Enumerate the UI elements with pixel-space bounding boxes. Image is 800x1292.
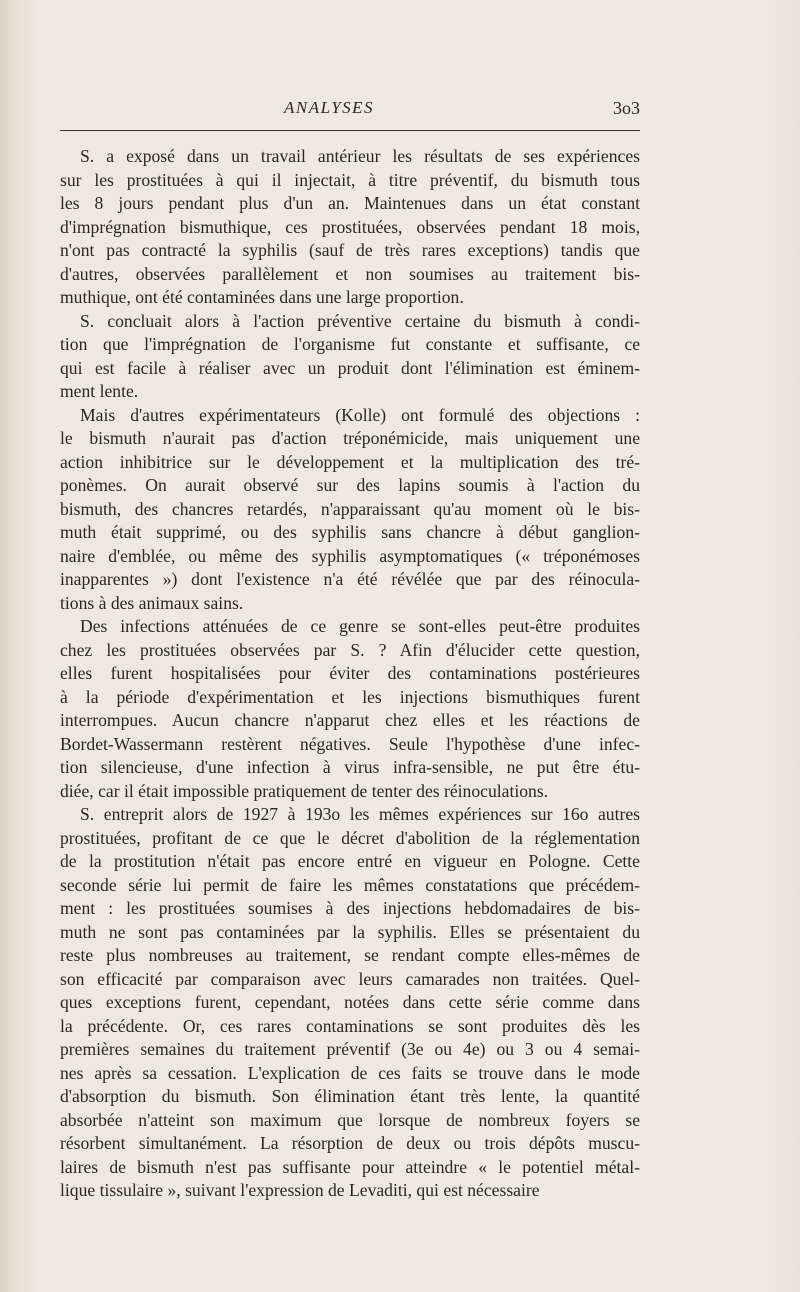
text-line: tion que l'imprégnation de l'organisme fut constante et suffisante, ce — [60, 334, 640, 354]
text-line: à la période d'expérimentation et les injections bismuthiques furent — [60, 686, 640, 707]
text-line: bismuth, des chancres retardés, n'apparaissant qu'au moment où le bis- — [60, 498, 640, 519]
text-line: inapparentes ») dont l'existence n'a été révélée que par des réinocula- — [60, 569, 640, 589]
text-line: d'absorption du bismuth. Son élimination étant très lente, la quantité — [60, 1086, 640, 1106]
text-line: de la prostitution n'était pas encore entré en vigueur en Pologne. Cette — [60, 851, 640, 871]
text-line: action inhibitrice sur le développement et la multiplication des tré- — [60, 451, 640, 472]
text-line: S. concluait alors à l'action préventive certaine du bismuth à condi- — [80, 310, 640, 331]
text-line: elles furent hospitalisées pour éviter des contaminations postérieures — [60, 663, 640, 683]
text-line: S. entreprit alors de 1927 à 193o les mêmes expériences sur 16o autres — [80, 804, 640, 824]
body-text — [60, 145, 640, 1203]
text-line: résorbent simultanément. La résorption de deux ou trois dépôts muscu- — [60, 1133, 640, 1153]
text-line: ment lente. — [60, 381, 139, 401]
text-line: qui est facile à réaliser avec un produit dont l'élimination est éminem- — [60, 357, 640, 378]
text-line: son efficacité par comparaison avec leurs camarades non traitées. Quel- — [60, 968, 640, 989]
text-line: chez les prostituées observées par S. ? Afin d'élucider cette question, — [60, 639, 640, 660]
text-line: Des infections atténuées de ce genre se sont-elles peut-être produites — [80, 616, 640, 636]
text-line: muthique, ont été contaminées dans une large proportion. — [60, 287, 464, 307]
text-line: les 8 jours pendant plus d'un an. Maintenues dans un état constant — [60, 193, 640, 213]
text-line: reste plus nombreuses au traitement, se rendant compte elles-mêmes de — [60, 945, 640, 965]
text-line: muth ne sont pas contaminées par la syphilis. Elles se présentaient du — [60, 921, 640, 942]
text-line: d'imprégnation bismuthique, ces prostituées, observées pendant 18 mois, — [60, 216, 640, 237]
text-line: nes après sa cessation. L'explication de ces faits se trouve dans le mode — [60, 1062, 640, 1083]
paragraph — [60, 145, 640, 310]
text-line: prostituées, profitant de ce que le décret d'abolition de la réglementation — [60, 827, 640, 848]
text-line: S. a exposé dans un travail antérieur les résultats de ses expériences — [80, 146, 640, 166]
text-line: muth était supprimé, ou des syphilis sans chancre à début ganglion- — [60, 522, 640, 542]
text-line: ques exceptions furent, cependant, notées dans cette série comme dans — [60, 992, 640, 1012]
text-line: ponèmes. On aurait observé sur des lapins soumis à l'action du — [60, 475, 640, 495]
text-line: absorbée n'atteint son maximum que lorsque de nombreux foyers se — [60, 1109, 640, 1130]
page-header — [60, 98, 640, 126]
paragraph — [60, 615, 640, 803]
text-line: naire d'emblée, ou même des syphilis asymptomatiques (« tréponémoses — [60, 545, 640, 566]
text-line: seconde série lui permit de faire les mêmes constatations que précédem- — [60, 874, 640, 895]
page-number: 3o3 — [613, 98, 640, 118]
text-line: Mais d'autres expérimentateurs (Kolle) ont formulé des objections : — [80, 404, 640, 425]
paragraph — [60, 310, 640, 404]
running-title: ANALYSES — [284, 98, 375, 117]
paragraph — [60, 803, 640, 1203]
text-line: le bismuth n'aurait pas d'action tréponémicide, mais uniquement une — [60, 428, 640, 448]
text-line: interrompues. Aucun chancre n'apparut chez elles et les réactions de — [60, 710, 640, 730]
text-line: sur les prostituées à qui il injectait, à titre préventif, du bismuth tous — [60, 169, 640, 190]
text-line: tion silencieuse, d'une infection à virus infra-sensible, ne put être étu- — [60, 757, 640, 777]
text-line: laires de bismuth n'est pas suffisante pour atteindre « le potentiel métal- — [60, 1156, 640, 1177]
header-rule — [60, 130, 640, 131]
paragraph — [60, 404, 640, 616]
text-line: premières semaines du traitement préventif (3e ou 4e) ou 3 ou 4 semai- — [60, 1039, 640, 1059]
text-line: la précédente. Or, ces rares contaminations se sont produites dès les — [60, 1015, 640, 1036]
text-line: diée, car il était impossible pratiquement de tenter des réinoculations. — [60, 780, 549, 801]
text-line: Bordet-Wassermann restèrent négatives. Seule l'hypothèse d'une infec- — [60, 733, 640, 754]
text-line: n'ont pas contracté la syphilis (sauf de très rares exceptions) tandis que — [60, 240, 640, 260]
text-line: d'autres, observées parallèlement et non soumises au traitement bis- — [60, 263, 640, 284]
text-line: lique tissulaire », suivant l'expression de Levaditi, qui est nécessaire — [60, 1180, 540, 1200]
text-line: tions à des animaux sains. — [60, 592, 244, 613]
text-line: ment : les prostituées soumises à des injections hebdomadaires de bis- — [60, 898, 640, 918]
